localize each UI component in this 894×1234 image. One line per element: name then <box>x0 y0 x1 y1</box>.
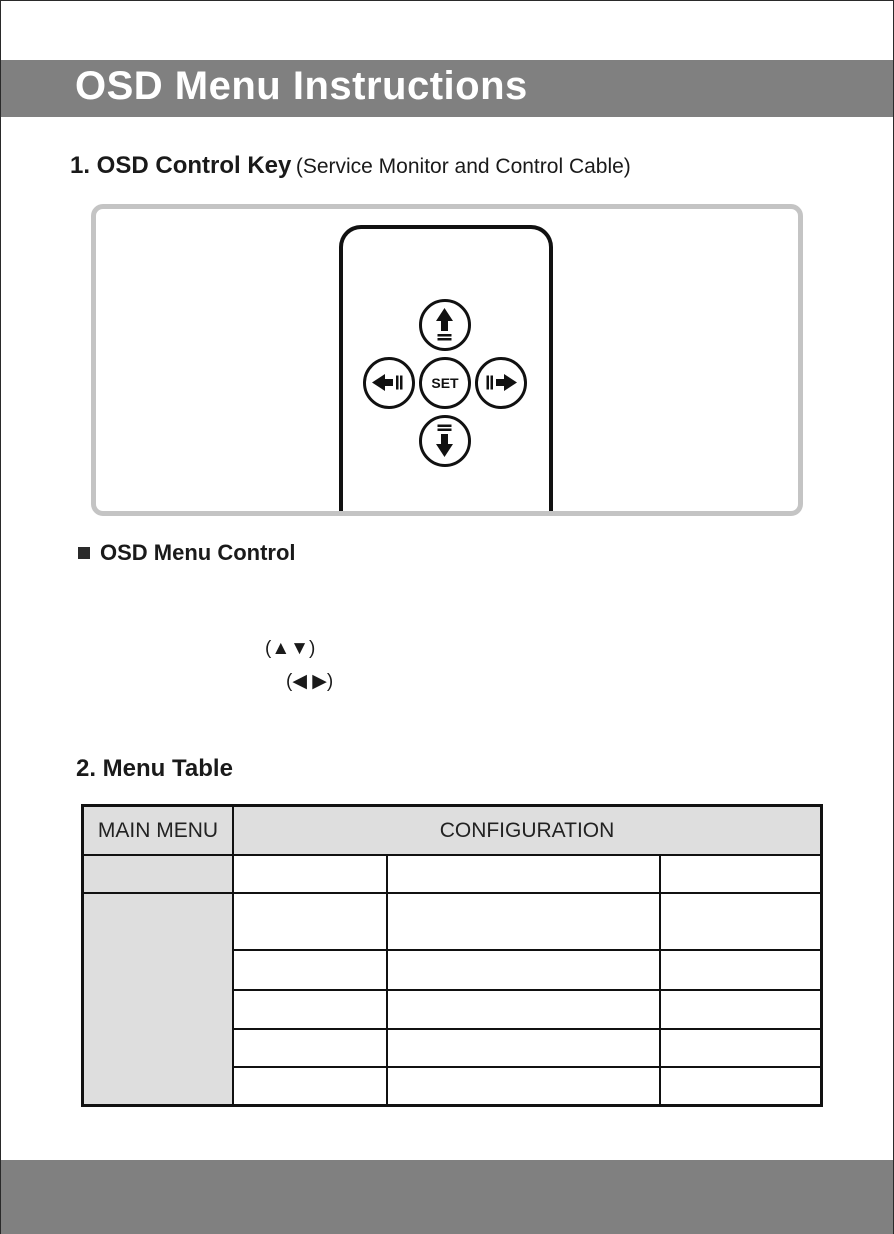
footer-bar <box>1 1160 893 1234</box>
table-row-line <box>232 1066 820 1068</box>
main-menu-cell-2 <box>84 894 232 1104</box>
osd-menu-control-heading <box>78 540 296 566</box>
table-row-line <box>84 892 820 894</box>
osd-key-panel <box>91 204 803 516</box>
down-button[interactable] <box>419 415 471 467</box>
section-1-heading <box>70 152 631 180</box>
header-bar <box>1 60 893 117</box>
up-button[interactable] <box>419 299 471 351</box>
bullet-square-icon <box>78 547 90 559</box>
main-menu-cell-1 <box>84 856 232 892</box>
table-divider <box>232 807 234 1104</box>
page-title: OSD Menu Instructions <box>75 64 528 108</box>
table-row-line <box>84 854 820 856</box>
directional-pad <box>343 229 549 516</box>
set-button[interactable]: SET <box>419 357 471 409</box>
arrow-down-icon <box>422 418 467 463</box>
configuration-header: CONFIGURATION <box>234 807 820 854</box>
arrow-up-icon <box>422 302 467 347</box>
left-button[interactable] <box>363 357 415 409</box>
section-1-title: 1. OSD Control Key <box>70 152 292 179</box>
left-right-hint: (◀ ▶) <box>286 671 334 692</box>
arrow-left-icon <box>366 360 411 405</box>
arrow-right-icon <box>478 360 523 405</box>
up-down-hint: (▲▼) <box>265 638 316 659</box>
main-menu-header: MAIN MENU <box>84 807 232 854</box>
section-2-title: 2. Menu Table <box>76 755 233 782</box>
table-row-line <box>232 1028 820 1030</box>
menu-table <box>81 804 823 1107</box>
section-1-subtitle: (Service Monitor and Control Cable) <box>295 155 631 178</box>
right-button[interactable] <box>475 357 527 409</box>
osd-menu-control-label: OSD Menu Control <box>100 540 296 565</box>
table-row-line <box>232 949 820 951</box>
table-row-line <box>232 989 820 991</box>
remote-control-body <box>339 225 553 516</box>
